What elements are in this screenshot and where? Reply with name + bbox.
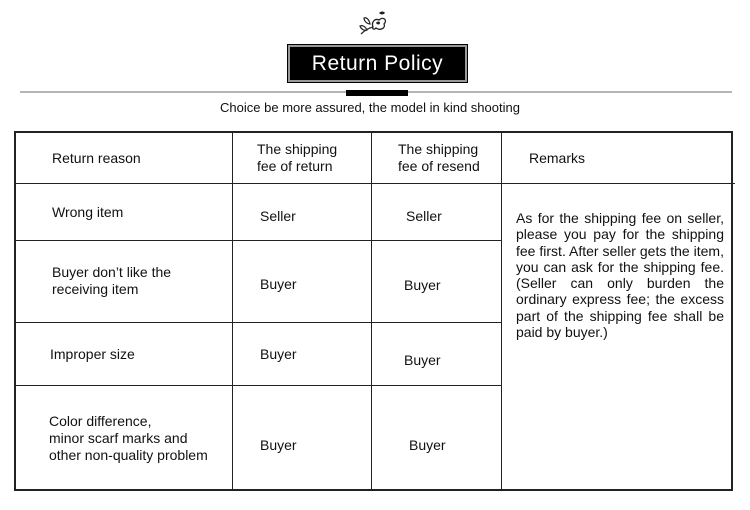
table-row-return-fee bbox=[260, 343, 360, 365]
page-title-text: Return Policy bbox=[311, 51, 444, 75]
row-divider bbox=[16, 240, 502, 241]
return-fee-text: Buyer bbox=[260, 275, 297, 292]
header-label: The shipping fee of return bbox=[257, 141, 338, 174]
resend-fee-text: Seller bbox=[406, 207, 442, 224]
subtitle: Choice be more assured, the model in kind shooting bbox=[220, 100, 520, 115]
flower-ornament-icon bbox=[357, 8, 389, 36]
table-row-resend-fee bbox=[404, 349, 494, 371]
table-row-reason bbox=[52, 201, 227, 223]
table-row-return-fee bbox=[260, 273, 360, 295]
table-row-return-fee bbox=[260, 205, 360, 227]
header-label: Return reason bbox=[52, 149, 141, 166]
table-row-return-fee bbox=[260, 434, 360, 456]
row-divider bbox=[16, 183, 735, 184]
header-return-reason bbox=[52, 133, 222, 183]
table-row-resend-fee bbox=[409, 434, 499, 456]
table-row-reason bbox=[52, 259, 230, 303]
return-fee-text: Buyer bbox=[260, 436, 297, 453]
resend-fee-text: Buyer bbox=[404, 351, 441, 368]
divider-accent bbox=[346, 90, 408, 96]
resend-fee-text: Buyer bbox=[409, 436, 446, 453]
table-row-resend-fee bbox=[404, 274, 494, 296]
column-divider bbox=[501, 133, 502, 489]
reason-text: Wrong item bbox=[52, 203, 124, 220]
header-label: The shipping fee of resend bbox=[398, 141, 480, 174]
header-remarks bbox=[529, 133, 709, 183]
page-title bbox=[288, 45, 467, 82]
header-label: Remarks bbox=[529, 149, 586, 166]
reason-text: Improper size bbox=[50, 345, 135, 362]
reason-text: Buyer don’t like the receiving item bbox=[52, 264, 172, 297]
header-resend-fee bbox=[398, 133, 498, 183]
return-policy-table bbox=[14, 131, 733, 491]
row-divider bbox=[16, 322, 502, 323]
table-row-reason bbox=[49, 408, 231, 468]
return-fee-text: Seller bbox=[260, 207, 296, 224]
resend-fee-text: Buyer bbox=[404, 276, 441, 293]
remarks-text: As for the shipping fee on seller, please you pay for the shipping fee first. After seller gets the item, you can ask for the shipping fee. (Seller can only burden the ordinary express fee; the excess part of the shipping fee shall be paid by buyer.) bbox=[516, 210, 724, 341]
table-row-reason bbox=[50, 343, 225, 365]
column-divider bbox=[371, 133, 372, 489]
reason-text: Color difference, minor scarf marks and other non-quality problem bbox=[49, 412, 208, 463]
row-divider bbox=[16, 385, 502, 386]
return-fee-text: Buyer bbox=[260, 345, 297, 362]
table-row-resend-fee bbox=[406, 205, 496, 227]
column-divider bbox=[232, 133, 233, 489]
header-return-fee bbox=[257, 133, 367, 183]
